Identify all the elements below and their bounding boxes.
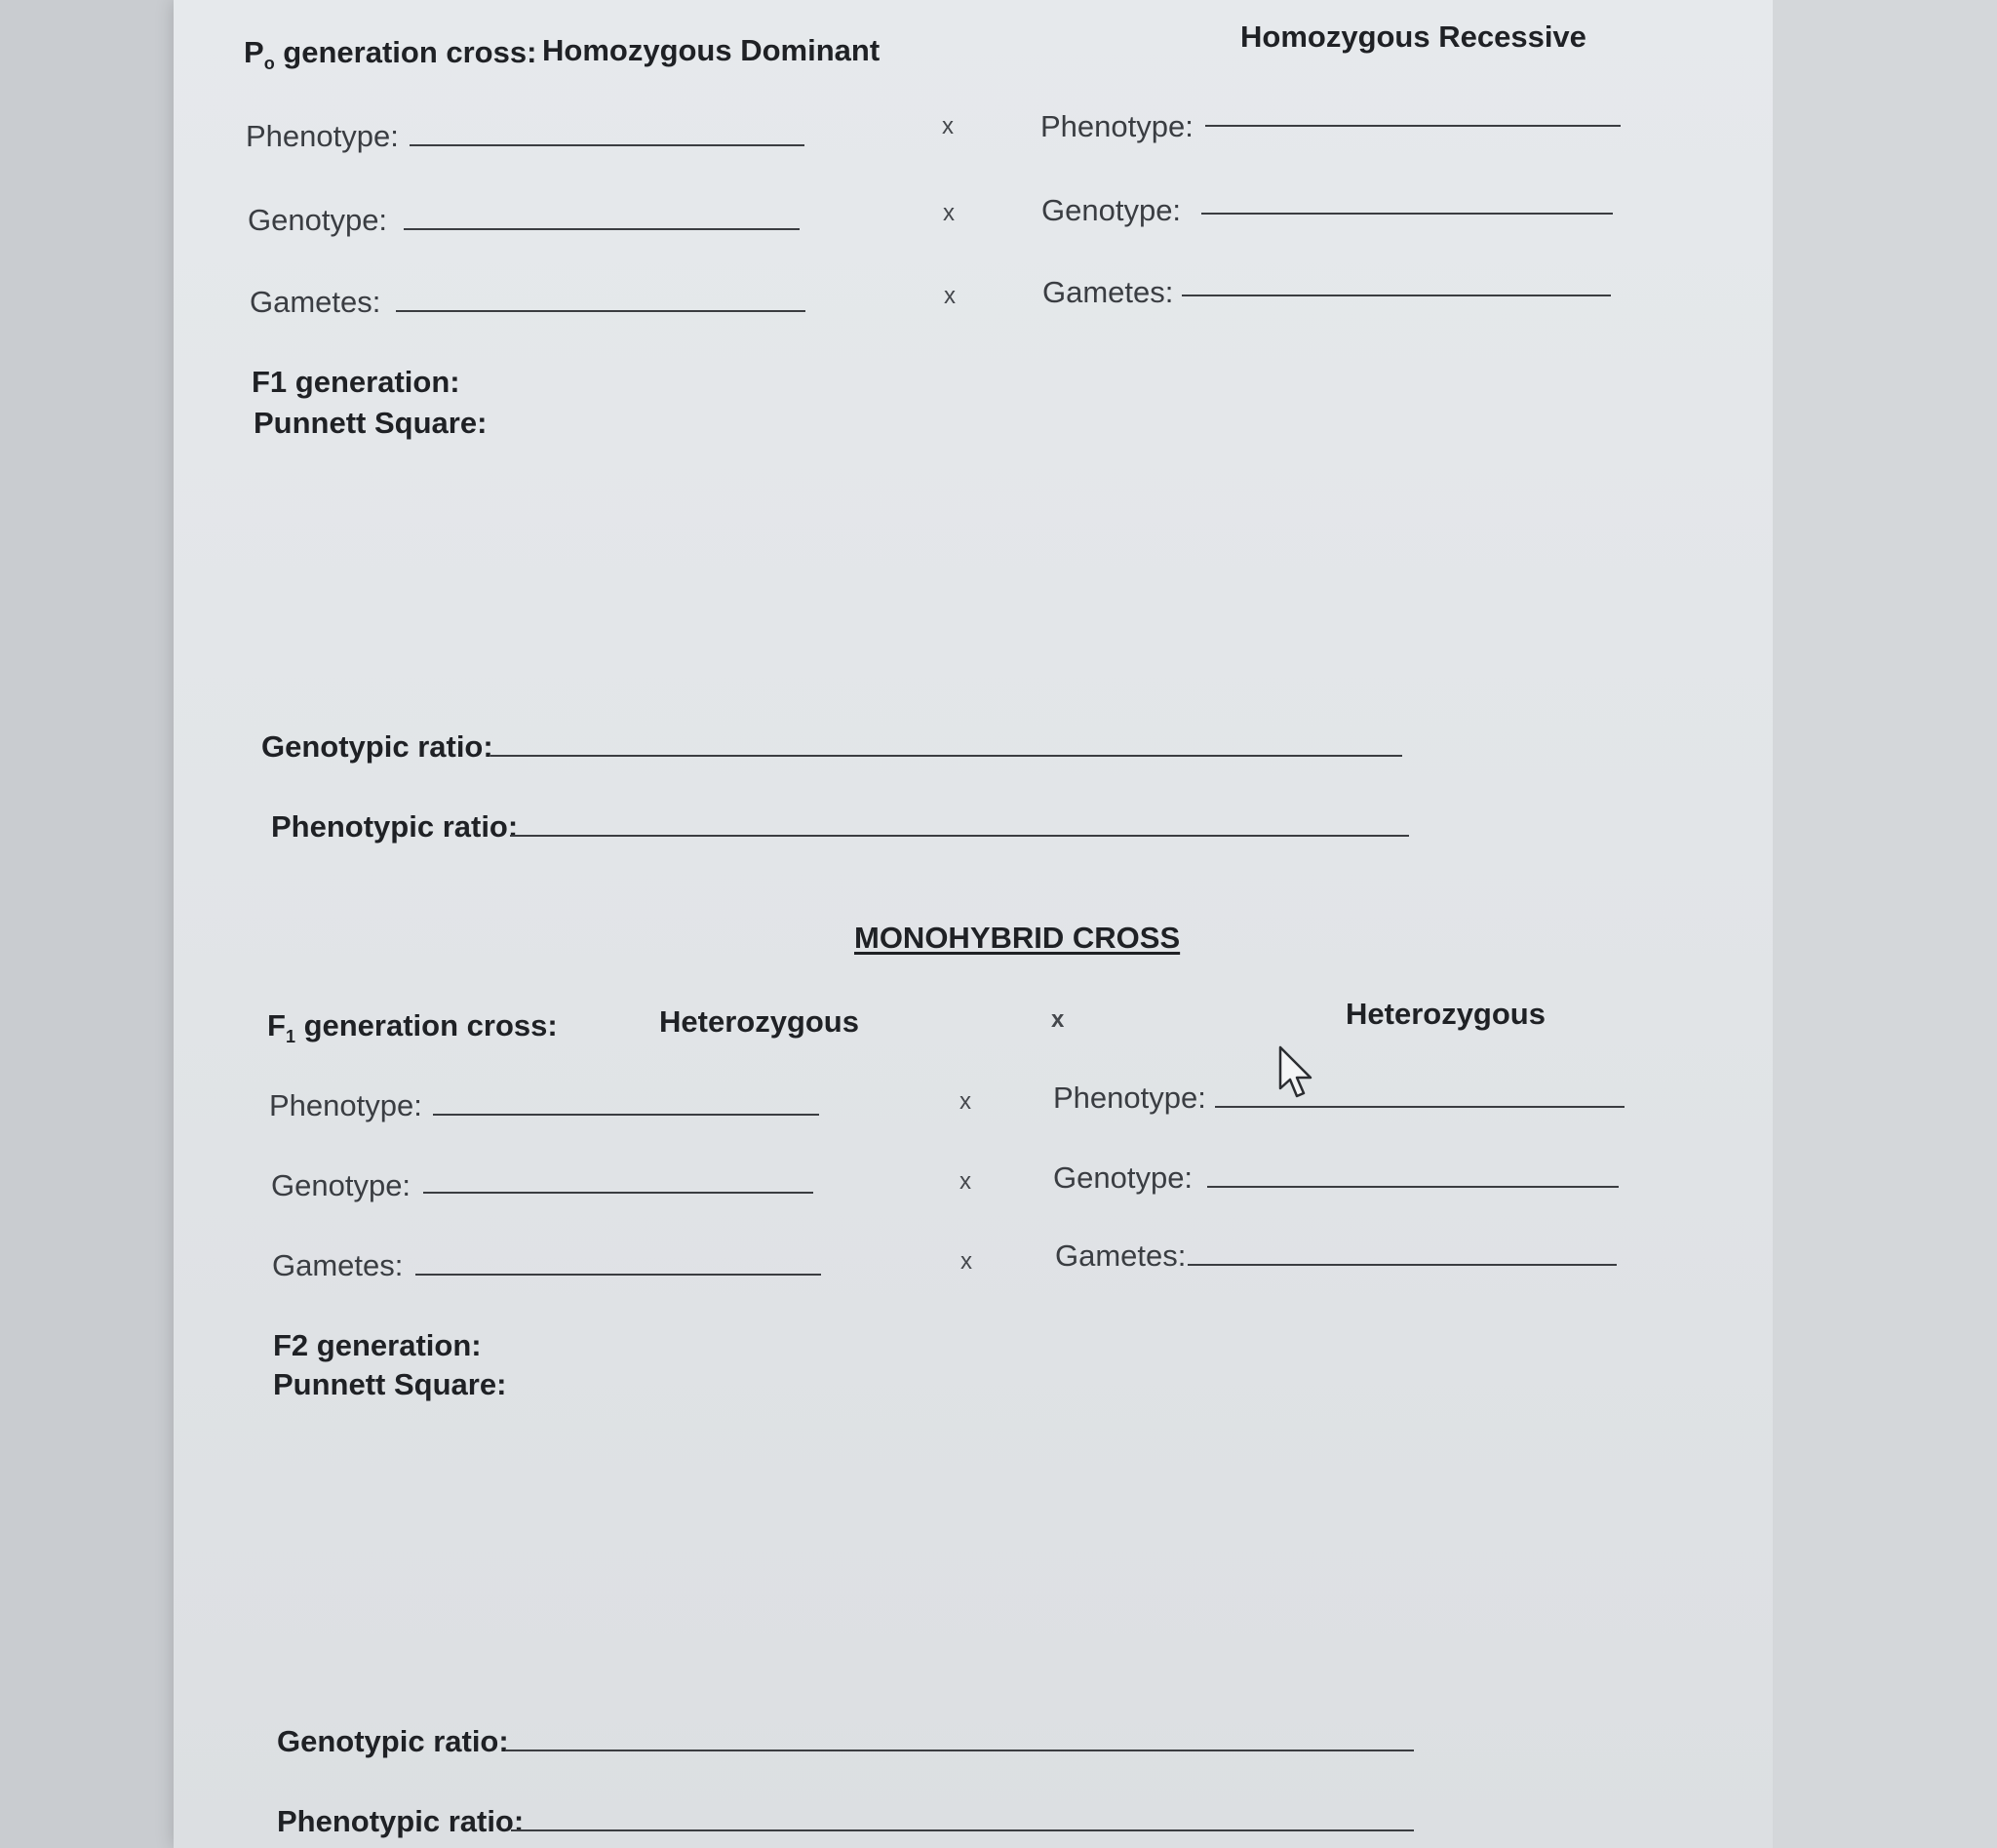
arrow-pointer-icon xyxy=(1277,1045,1314,1102)
right-genotype-label: Genotype: xyxy=(1041,193,1182,227)
genotypic-ratio-label: Genotypic ratio: xyxy=(277,1724,509,1758)
cross-symbol: x xyxy=(960,1248,972,1275)
left-parent-homozygous-dominant: Homozygous Dominant xyxy=(542,33,881,67)
left-gametes-blank[interactable] xyxy=(396,310,805,312)
right-gametes-blank[interactable] xyxy=(1182,295,1611,296)
p-generation-cross-label: $P_o$ generation cross: xyxy=(244,35,537,74)
right-panel xyxy=(1773,0,1997,1848)
left-phenotype-blank[interactable] xyxy=(433,1114,819,1116)
f1-generation-label: F1 generation: xyxy=(252,365,460,399)
cross-symbol: x xyxy=(942,113,954,139)
left-gametes-label: Gametes: xyxy=(250,285,381,319)
left-phenotype-label: Phenotype: xyxy=(246,119,399,153)
right-phenotype-label: Phenotype: xyxy=(1053,1081,1206,1115)
genotypic-ratio-blank[interactable] xyxy=(505,1750,1414,1751)
f2-generation-label: F2 generation: xyxy=(273,1328,482,1362)
right-phenotype-blank[interactable] xyxy=(1205,125,1621,127)
right-gametes-blank[interactable] xyxy=(1188,1264,1617,1266)
left-phenotype-label: Phenotype: xyxy=(269,1088,422,1122)
monohybrid-cross-heading: MONOHYBRID CROSS xyxy=(854,921,1181,955)
cross-symbol: x xyxy=(1051,1006,1065,1033)
right-genotype-label: Genotype: xyxy=(1053,1160,1194,1195)
left-phenotype-blank[interactable] xyxy=(410,144,804,146)
right-phenotype-label: Phenotype: xyxy=(1040,109,1194,143)
left-genotype-label: Genotype: xyxy=(271,1168,411,1202)
cross-symbol: x xyxy=(944,283,956,309)
left-parent-heterozygous: Heterozygous xyxy=(659,1004,859,1039)
phenotypic-ratio-label: Phenotypic ratio: xyxy=(277,1804,525,1838)
genotypic-ratio-label: Genotypic ratio: xyxy=(261,729,493,764)
right-gametes-label: Gametes: xyxy=(1055,1239,1187,1273)
phenotypic-ratio-blank[interactable] xyxy=(510,835,1409,837)
right-parent-heterozygous: Heterozygous xyxy=(1346,997,1546,1031)
right-gametes-label: Gametes: xyxy=(1042,275,1174,309)
phenotypic-ratio-blank[interactable] xyxy=(511,1829,1414,1831)
right-genotype-blank[interactable] xyxy=(1207,1186,1619,1188)
cross-symbol: x xyxy=(959,1168,971,1195)
left-gametes-blank[interactable] xyxy=(415,1274,821,1276)
f1-generation-cross-label: $F_1$ generation cross: xyxy=(267,1008,558,1047)
punnett-square-label: Punnett Square: xyxy=(254,406,488,440)
genotypic-ratio-blank[interactable] xyxy=(490,755,1402,757)
right-genotype-blank[interactable] xyxy=(1201,213,1613,215)
left-gametes-label: Gametes: xyxy=(272,1248,404,1282)
cross-symbol: x xyxy=(959,1088,971,1115)
right-phenotype-blank[interactable] xyxy=(1215,1106,1625,1108)
left-genotype-blank[interactable] xyxy=(404,228,800,230)
left-genotype-label: Genotype: xyxy=(248,203,388,237)
cross-symbol: x xyxy=(943,200,955,226)
left-genotype-blank[interactable] xyxy=(423,1192,813,1194)
punnett-square-label: Punnett Square: xyxy=(273,1367,507,1401)
right-parent-homozygous-recessive: Homozygous Recessive xyxy=(1240,20,1586,54)
phenotypic-ratio-label: Phenotypic ratio: xyxy=(271,809,519,844)
